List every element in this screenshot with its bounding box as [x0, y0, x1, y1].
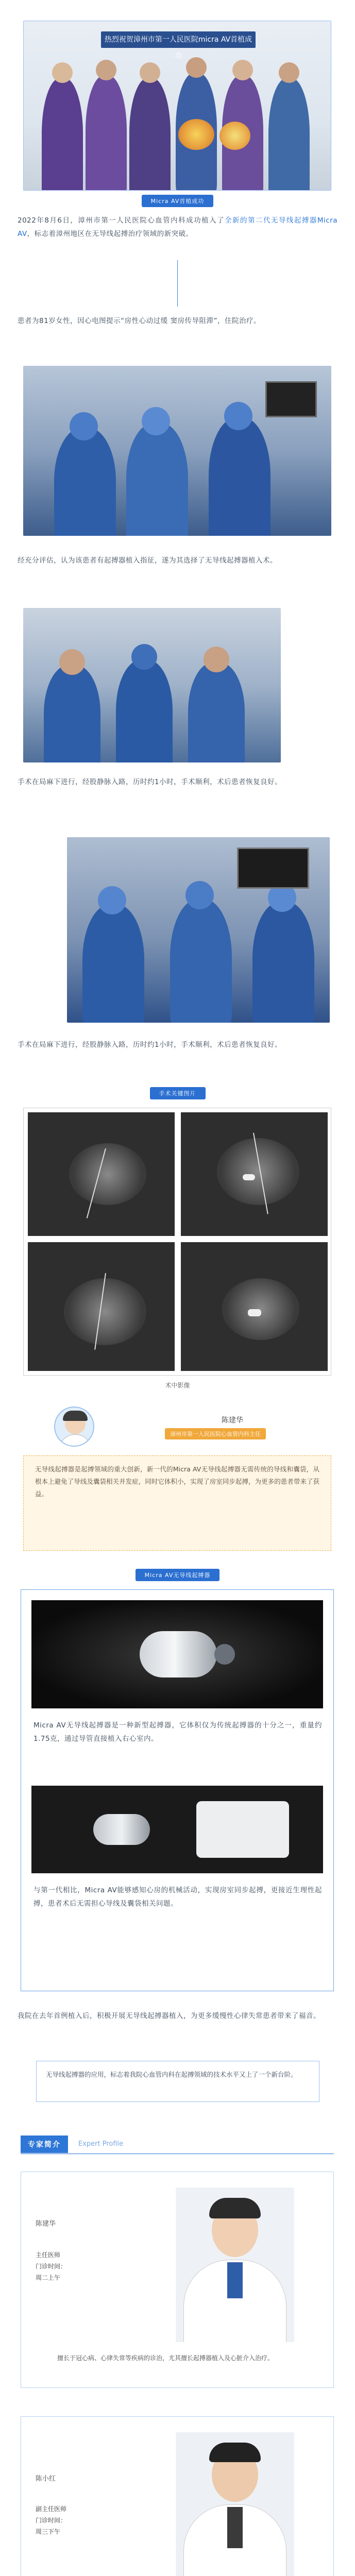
flower-bouquet	[178, 119, 214, 150]
device-paragraph-2: 与第一代相比，Micra AV能够感知心房的机械活动，实现房室同步起搏，更接近生理性起搏，患者术后无需担心导线及囊袋相关问题。	[33, 1886, 322, 1908]
device-photo-2	[31, 1786, 323, 1873]
closing-box: 无导线起搏器的应用，标志着我院心血管内科在起搏领域的技术水平又上了一个新台阶。	[36, 2061, 319, 2102]
device-frame	[21, 1589, 334, 1991]
doc1-name: 陈建华	[36, 2220, 56, 2228]
doc1-photo	[176, 2188, 294, 2342]
surgery-photo-2	[23, 608, 281, 762]
monitor	[237, 848, 309, 889]
doc2-role1: 副主任医师	[36, 2505, 67, 2513]
doc1-role2: 门诊时间：	[36, 2263, 67, 2270]
expert-card-1	[21, 2172, 334, 2388]
flower-bouquet	[219, 122, 250, 150]
doc1-bio: 擅长于冠心病、心律失常等疾病的诊治，尤其擅长起搏器植入及心脏介入治疗。	[57, 2354, 274, 2362]
xray-image-1	[28, 1112, 175, 1236]
expert-banner: 专家简介 Expert Profile	[21, 2136, 334, 2154]
intro-paragraph: 2022年8月6日，漳州市第一人民医院心血管内科成功植入了全新的第二代无导线起搏器Micra AV，标志着漳州地区在无导线起搏治疗领域的新突破。	[18, 216, 337, 238]
xray-image-2	[181, 1112, 328, 1236]
doc2-role3: 周三下午	[36, 2528, 61, 2535]
surgery-photo-1	[23, 366, 331, 536]
doc1-role1: 主任医师	[36, 2251, 61, 2259]
doc2-name: 陈小红	[36, 2475, 56, 2483]
doctor-avatar	[54, 1406, 94, 1447]
quote-title-badge: 漳州市第一人民医院心血管内科主任	[165, 1428, 266, 1439]
device-photo-1	[31, 1600, 323, 1708]
divider-line	[177, 260, 178, 307]
closing-paragraph-1: 我院在去年首例植入后，积极开展无导线起搏器植入，为更多缓慢性心律失常患者带来了福音。	[18, 2012, 320, 2020]
monitor	[265, 381, 317, 417]
doc2-role2: 门诊时间：	[36, 2517, 67, 2524]
xray-pill: 手术关键图片	[0, 1087, 355, 1099]
quote-box: 无导线起搏器是起搏领域的重大创新，新一代的Micra AV无导线起搏器无需传统的导线和囊袋，从根本上避免了导线及囊袋相关并发症，同时它体积小，实现了房室同步起搏，为更多的患者带来了获益。	[23, 1455, 331, 1551]
xray-grid	[23, 1108, 331, 1376]
hero-caption: Micra AV首植成功	[0, 195, 355, 207]
doc1-role3: 周二上午	[36, 2274, 61, 2281]
story-paragraph-3: 手术在局麻下进行，经股静脉入路，历时约1小时，手术顺利，术后患者恢复良好。	[18, 778, 282, 786]
device-pill: Micra AV无导线起搏器	[0, 1569, 355, 1581]
xray-image-3	[28, 1242, 175, 1371]
story-paragraph-4: 手术在局麻下进行，经股静脉入路，历时约1小时，手术顺利，术后患者恢复良好。	[18, 1041, 282, 1049]
sign-banner: 热烈祝贺漳州市第一人民医院micra AV首植成功	[101, 31, 256, 48]
story-paragraph-2: 经充分评估，认为该患者有起搏器植入指征，遂为其选择了无导线起搏器植入术。	[18, 556, 277, 565]
xray-image-4	[181, 1242, 328, 1371]
story-paragraph-1: 患者为81岁女性，因心电图提示“房性心动过缓 窦房传导阻滞”，住院治疗。	[18, 317, 261, 325]
expert-card-2	[21, 2416, 334, 2576]
quote-name: 陈建华	[222, 1416, 243, 1425]
doc2-photo	[176, 2432, 294, 2576]
hero-photo	[23, 21, 331, 191]
xray-caption: 术中影像	[165, 1382, 190, 1389]
surgery-photo-3	[67, 837, 330, 1023]
device-paragraph-1: Micra AV无导线起搏器是一种新型起搏器，它体积仅为传统起搏器的十分之一，重量约1.75克，通过导管直接植入右心室内。	[33, 1721, 322, 1743]
